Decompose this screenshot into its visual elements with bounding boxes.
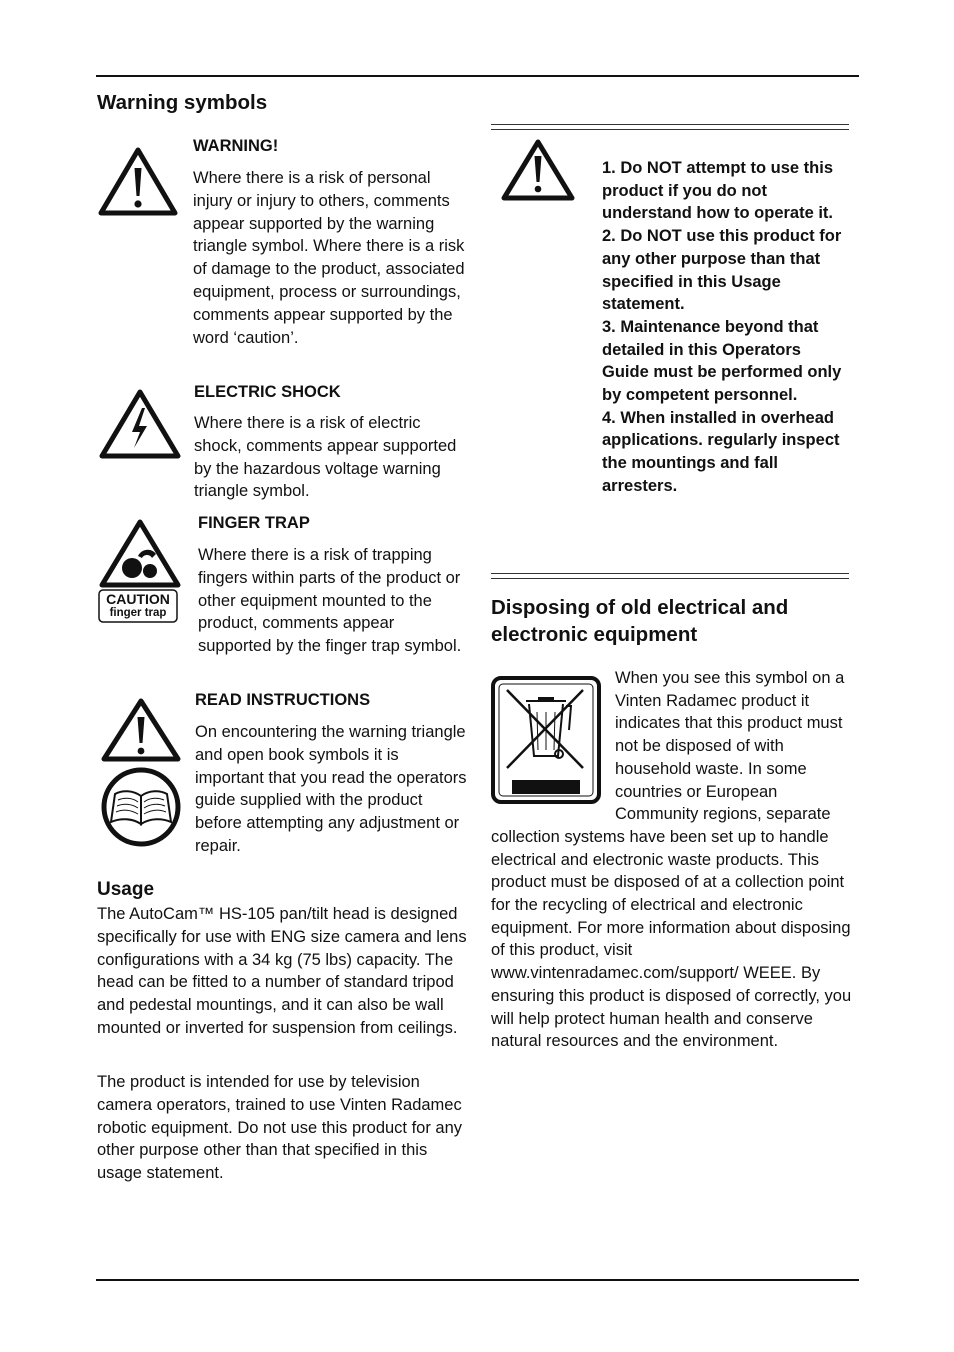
electric-shock-body: Where there is a risk of electric shock, comments appear supported by the hazardous voltage warning triangle symbol. xyxy=(194,414,457,501)
notice-warning-triangle-icon xyxy=(501,138,575,202)
read-instructions-body: On encountering the warning triangle and open book symbols it is important that you read the operators guide supplied with the product before attempting any adjustment or repair. xyxy=(195,723,467,855)
notice-rule-top xyxy=(491,124,849,130)
finger-trap-icon xyxy=(98,518,182,626)
open-book-icon xyxy=(100,766,182,848)
section-heading-warning-symbols: Warning symbols xyxy=(97,91,268,114)
weee-crossed-bin-icon xyxy=(491,667,615,817)
notice-list xyxy=(602,157,852,498)
notice-item: 2. Do NOT use this product for any other purpose than that specified in this Usage statement. xyxy=(602,227,842,314)
electric-shock-title: ELECTRIC SHOCK xyxy=(194,383,341,401)
bottom-rule xyxy=(96,1279,859,1281)
notice-item: 1. Do NOT attempt to use this product if you do not understand how to operate it. xyxy=(602,159,834,223)
warning-triangle-icon xyxy=(98,146,178,216)
read-instructions-title: READ INSTRUCTIONS xyxy=(195,691,371,709)
usage-heading: Usage xyxy=(97,879,155,900)
electric-shock-icon xyxy=(98,388,182,460)
top-rule xyxy=(96,75,859,77)
disposal-body-container xyxy=(491,667,859,1053)
finger-trap-badge-caution: CAUTION xyxy=(106,591,170,607)
usage-paragraph-2: The product is intended for use by television camera operators, trained to use Vinten Radamec robotic equipment. Do not use this product for any other purpose other than that specified in this usage statement. xyxy=(97,1073,463,1183)
disposal-heading: Disposing of old electrical and electronic equipment xyxy=(491,596,789,646)
finger-trap-body: Where there is a risk of trapping fingers within parts of the product or other equipment mounted to the product, comments appear supported by the finger trap symbol. xyxy=(198,546,462,656)
read-instructions-triangle-icon xyxy=(100,697,182,763)
notice-item: 4. When installed in overhead applications. regularly inspect the mountings and fall arresters. xyxy=(602,408,840,495)
notice-item: 3. Maintenance beyond that detailed in this Operators Guide must be performed only by competent personnel. xyxy=(602,317,842,405)
finger-trap-badge-label: finger trap xyxy=(109,607,167,619)
usage-paragraph-1: The AutoCam™ HS-105 pan/tilt head is designed specifically for use with ENG size camera and lens configurations with a 34 kg (75 lbs) capacity. The head can be fitted to a number of standard tripod and pedestal mountings, and it can also be wall mounted or inverted for suspension from ceilings. xyxy=(97,905,467,1037)
notice-rule-bottom xyxy=(491,573,849,579)
warning-title: WARNING! xyxy=(193,137,279,155)
finger-trap-title: FINGER TRAP xyxy=(198,514,310,532)
warning-body: Where there is a risk of personal injury or injury to others, comments appear supported by the warning triangle symbol. Where there is a risk of damage to the product, associated equipment, process or surroundings, comments appear supported by the word ‘caution’. xyxy=(193,169,465,347)
disposal-body: When you see this symbol on a Vinten Radamec product it indicates that this product must not be disposed of with household waste. In some countries or European Community regions, separate collection systems have been set up to handle electrical and electronic waste products. This product must be disposed of at a collection point for the recycling of electrical and electronic equipment. For more information about disposing of this product, visit www.vintenradamec.com/support/ WEEE. By ensuring this product is disposed of correctly, you will help protect human health and conserve natural resources and the environment. xyxy=(491,669,852,1051)
